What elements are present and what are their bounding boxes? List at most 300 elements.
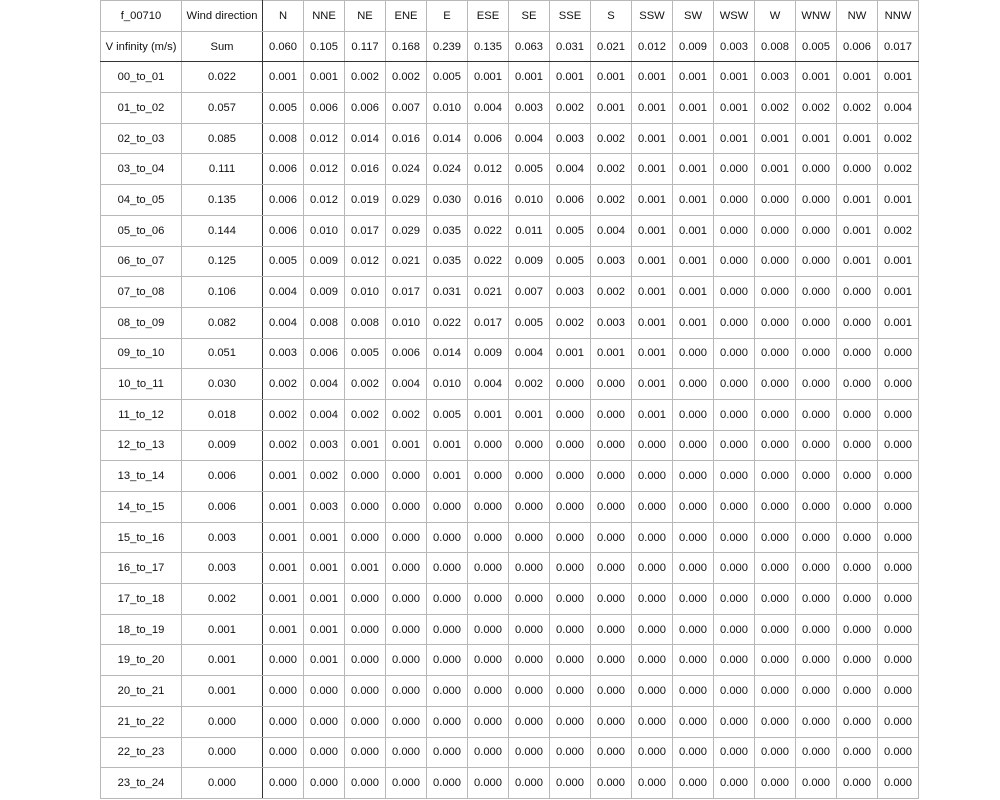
frequency-cell: 0.000 bbox=[878, 461, 919, 492]
frequency-cell: 0.001 bbox=[632, 62, 673, 93]
direction-sum: 0.009 bbox=[673, 31, 714, 62]
frequency-cell: 0.002 bbox=[509, 369, 550, 400]
frequency-cell: 0.001 bbox=[673, 215, 714, 246]
table-row bbox=[101, 737, 919, 768]
frequency-cell: 0.000 bbox=[591, 706, 632, 737]
frequency-cell: 0.001 bbox=[304, 614, 345, 645]
frequency-cell: 0.000 bbox=[591, 737, 632, 768]
table-row bbox=[101, 614, 919, 645]
frequency-cell: 0.001 bbox=[345, 553, 386, 584]
frequency-cell: 0.000 bbox=[837, 706, 878, 737]
frequency-cell: 0.000 bbox=[755, 737, 796, 768]
frequency-cell: 0.000 bbox=[755, 645, 796, 676]
speed-bin-sum: 0.106 bbox=[182, 277, 263, 308]
frequency-cell: 0.000 bbox=[550, 584, 591, 615]
frequency-cell: 0.001 bbox=[304, 522, 345, 553]
frequency-cell: 0.029 bbox=[386, 215, 427, 246]
table-row bbox=[101, 645, 919, 676]
speed-bin-sum: 0.003 bbox=[182, 522, 263, 553]
frequency-cell: 0.000 bbox=[714, 430, 755, 461]
frequency-cell: 0.000 bbox=[468, 522, 509, 553]
frequency-cell: 0.000 bbox=[345, 584, 386, 615]
frequency-cell: 0.000 bbox=[796, 154, 837, 185]
speed-bin-label: 05_to_06 bbox=[101, 215, 182, 246]
frequency-cell: 0.001 bbox=[632, 338, 673, 369]
frequency-cell: 0.000 bbox=[878, 645, 919, 676]
frequency-cell: 0.000 bbox=[796, 645, 837, 676]
frequency-cell: 0.005 bbox=[509, 307, 550, 338]
direction-header: NW bbox=[837, 1, 878, 32]
frequency-cell: 0.000 bbox=[714, 461, 755, 492]
frequency-cell: 0.000 bbox=[878, 522, 919, 553]
frequency-cell: 0.005 bbox=[263, 93, 304, 124]
direction-header: NNE bbox=[304, 1, 345, 32]
frequency-cell: 0.001 bbox=[632, 399, 673, 430]
frequency-cell: 0.000 bbox=[427, 676, 468, 707]
frequency-cell: 0.012 bbox=[304, 154, 345, 185]
frequency-cell: 0.000 bbox=[509, 768, 550, 799]
frequency-cell: 0.003 bbox=[755, 62, 796, 93]
frequency-cell: 0.003 bbox=[550, 277, 591, 308]
frequency-cell: 0.000 bbox=[837, 461, 878, 492]
frequency-cell: 0.001 bbox=[673, 246, 714, 277]
frequency-cell: 0.000 bbox=[878, 492, 919, 523]
frequency-cell: 0.000 bbox=[263, 676, 304, 707]
frequency-cell: 0.005 bbox=[509, 154, 550, 185]
frequency-cell: 0.000 bbox=[796, 492, 837, 523]
frequency-cell: 0.000 bbox=[837, 737, 878, 768]
frequency-cell: 0.000 bbox=[386, 768, 427, 799]
frequency-cell: 0.000 bbox=[878, 584, 919, 615]
frequency-cell: 0.029 bbox=[386, 185, 427, 216]
speed-bin-sum: 0.111 bbox=[182, 154, 263, 185]
speed-bin-sum: 0.022 bbox=[182, 62, 263, 93]
frequency-cell: 0.016 bbox=[345, 154, 386, 185]
frequency-cell: 0.006 bbox=[263, 215, 304, 246]
direction-header: NE bbox=[345, 1, 386, 32]
frequency-cell: 0.002 bbox=[837, 93, 878, 124]
frequency-cell: 0.001 bbox=[673, 185, 714, 216]
frequency-cell: 0.002 bbox=[345, 62, 386, 93]
direction-header: S bbox=[591, 1, 632, 32]
frequency-cell: 0.000 bbox=[509, 676, 550, 707]
frequency-cell: 0.000 bbox=[837, 307, 878, 338]
speed-bin-sum: 0.006 bbox=[182, 492, 263, 523]
frequency-cell: 0.001 bbox=[673, 123, 714, 154]
frequency-cell: 0.000 bbox=[878, 737, 919, 768]
frequency-cell: 0.010 bbox=[509, 185, 550, 216]
frequency-cell: 0.010 bbox=[304, 215, 345, 246]
frequency-cell: 0.000 bbox=[591, 645, 632, 676]
frequency-cell: 0.022 bbox=[427, 307, 468, 338]
frequency-cell: 0.000 bbox=[796, 768, 837, 799]
frequency-cell: 0.002 bbox=[386, 399, 427, 430]
frequency-cell: 0.000 bbox=[837, 553, 878, 584]
frequency-cell: 0.000 bbox=[468, 737, 509, 768]
frequency-cell: 0.000 bbox=[837, 492, 878, 523]
frequency-cell: 0.000 bbox=[673, 645, 714, 676]
frequency-cell: 0.000 bbox=[878, 676, 919, 707]
table-row bbox=[101, 676, 919, 707]
frequency-cell: 0.000 bbox=[550, 614, 591, 645]
frequency-cell: 0.001 bbox=[263, 584, 304, 615]
direction-header: SW bbox=[673, 1, 714, 32]
frequency-cell: 0.001 bbox=[878, 246, 919, 277]
frequency-cell: 0.000 bbox=[591, 399, 632, 430]
direction-header: ENE bbox=[386, 1, 427, 32]
frequency-cell: 0.012 bbox=[304, 185, 345, 216]
speed-bin-label: 03_to_04 bbox=[101, 154, 182, 185]
speed-bin-sum: 0.001 bbox=[182, 645, 263, 676]
frequency-cell: 0.000 bbox=[550, 430, 591, 461]
speed-bin-label: 14_to_15 bbox=[101, 492, 182, 523]
frequency-cell: 0.000 bbox=[386, 737, 427, 768]
frequency-cell: 0.014 bbox=[345, 123, 386, 154]
frequency-cell: 0.000 bbox=[591, 461, 632, 492]
speed-bin-sum: 0.000 bbox=[182, 737, 263, 768]
frequency-cell: 0.012 bbox=[304, 123, 345, 154]
speed-bin-label: 08_to_09 bbox=[101, 307, 182, 338]
frequency-cell: 0.006 bbox=[304, 93, 345, 124]
frequency-cell: 0.000 bbox=[304, 706, 345, 737]
frequency-cell: 0.000 bbox=[673, 399, 714, 430]
frequency-cell: 0.000 bbox=[632, 676, 673, 707]
frequency-cell: 0.000 bbox=[796, 737, 837, 768]
frequency-cell: 0.001 bbox=[837, 62, 878, 93]
frequency-cell: 0.000 bbox=[345, 461, 386, 492]
frequency-cell: 0.000 bbox=[427, 645, 468, 676]
frequency-cell: 0.000 bbox=[386, 522, 427, 553]
frequency-cell: 0.030 bbox=[427, 185, 468, 216]
frequency-cell: 0.001 bbox=[796, 62, 837, 93]
frequency-cell: 0.000 bbox=[386, 614, 427, 645]
frequency-cell: 0.000 bbox=[714, 338, 755, 369]
frequency-cell: 0.004 bbox=[386, 369, 427, 400]
frequency-cell: 0.000 bbox=[345, 706, 386, 737]
frequency-cell: 0.006 bbox=[345, 93, 386, 124]
frequency-cell: 0.017 bbox=[345, 215, 386, 246]
table-row bbox=[101, 277, 919, 308]
frequency-cell: 0.002 bbox=[755, 93, 796, 124]
frequency-cell: 0.006 bbox=[304, 338, 345, 369]
speed-bin-sum: 0.144 bbox=[182, 215, 263, 246]
frequency-cell: 0.001 bbox=[550, 62, 591, 93]
frequency-cell: 0.000 bbox=[837, 676, 878, 707]
frequency-cell: 0.000 bbox=[263, 706, 304, 737]
direction-header: WSW bbox=[714, 1, 755, 32]
frequency-cell: 0.001 bbox=[263, 62, 304, 93]
frequency-cell: 0.000 bbox=[509, 430, 550, 461]
frequency-cell: 0.002 bbox=[263, 430, 304, 461]
frequency-cell: 0.001 bbox=[673, 93, 714, 124]
table-row bbox=[101, 154, 919, 185]
frequency-cell: 0.001 bbox=[263, 614, 304, 645]
frequency-cell: 0.000 bbox=[509, 737, 550, 768]
frequency-cell: 0.000 bbox=[550, 706, 591, 737]
frequency-cell: 0.000 bbox=[837, 584, 878, 615]
frequency-cell: 0.000 bbox=[632, 492, 673, 523]
frequency-cell: 0.000 bbox=[755, 185, 796, 216]
frequency-cell: 0.000 bbox=[591, 614, 632, 645]
frequency-cell: 0.006 bbox=[468, 123, 509, 154]
frequency-cell: 0.001 bbox=[263, 522, 304, 553]
frequency-cell: 0.002 bbox=[796, 93, 837, 124]
frequency-cell: 0.011 bbox=[509, 215, 550, 246]
frequency-cell: 0.000 bbox=[468, 676, 509, 707]
speed-bin-label: 11_to_12 bbox=[101, 399, 182, 430]
frequency-cell: 0.012 bbox=[345, 246, 386, 277]
frequency-cell: 0.001 bbox=[468, 62, 509, 93]
speed-bin-sum: 0.125 bbox=[182, 246, 263, 277]
frequency-cell: 0.000 bbox=[714, 522, 755, 553]
frequency-cell: 0.000 bbox=[796, 215, 837, 246]
frequency-cell: 0.000 bbox=[468, 461, 509, 492]
frequency-cell: 0.001 bbox=[550, 338, 591, 369]
table-row bbox=[101, 492, 919, 523]
frequency-cell: 0.004 bbox=[468, 369, 509, 400]
frequency-cell: 0.005 bbox=[263, 246, 304, 277]
frequency-cell: 0.000 bbox=[345, 614, 386, 645]
frequency-cell: 0.000 bbox=[509, 522, 550, 553]
speed-bin-label: 17_to_18 bbox=[101, 584, 182, 615]
frequency-cell: 0.001 bbox=[632, 369, 673, 400]
frequency-cell: 0.006 bbox=[263, 185, 304, 216]
direction-sum: 0.008 bbox=[755, 31, 796, 62]
frequency-cell: 0.000 bbox=[427, 614, 468, 645]
frequency-cell: 0.000 bbox=[714, 154, 755, 185]
speed-bin-label: 18_to_19 bbox=[101, 614, 182, 645]
direction-label-cell: Wind direction bbox=[182, 1, 263, 32]
frequency-cell: 0.000 bbox=[550, 369, 591, 400]
frequency-cell: 0.000 bbox=[714, 277, 755, 308]
frequency-cell: 0.001 bbox=[837, 246, 878, 277]
frequency-cell: 0.001 bbox=[796, 123, 837, 154]
frequency-cell: 0.000 bbox=[509, 614, 550, 645]
frequency-cell: 0.000 bbox=[714, 584, 755, 615]
frequency-cell: 0.000 bbox=[714, 614, 755, 645]
frequency-cell: 0.003 bbox=[304, 430, 345, 461]
frequency-cell: 0.000 bbox=[673, 553, 714, 584]
frequency-cell: 0.000 bbox=[755, 522, 796, 553]
frequency-cell: 0.000 bbox=[550, 461, 591, 492]
frequency-cell: 0.000 bbox=[714, 645, 755, 676]
table-row bbox=[101, 123, 919, 154]
frequency-cell: 0.000 bbox=[837, 614, 878, 645]
frequency-cell: 0.000 bbox=[509, 645, 550, 676]
frequency-cell: 0.000 bbox=[755, 430, 796, 461]
frequency-cell: 0.002 bbox=[591, 123, 632, 154]
frequency-cell: 0.000 bbox=[878, 399, 919, 430]
frequency-cell: 0.000 bbox=[591, 584, 632, 615]
frequency-cell: 0.000 bbox=[591, 369, 632, 400]
frequency-cell: 0.000 bbox=[755, 277, 796, 308]
frequency-cell: 0.002 bbox=[878, 123, 919, 154]
frequency-cell: 0.000 bbox=[509, 584, 550, 615]
frequency-cell: 0.006 bbox=[550, 185, 591, 216]
frequency-cell: 0.008 bbox=[345, 307, 386, 338]
frequency-cell: 0.000 bbox=[263, 645, 304, 676]
frequency-cell: 0.000 bbox=[427, 584, 468, 615]
frequency-cell: 0.000 bbox=[755, 706, 796, 737]
frequency-cell: 0.010 bbox=[345, 277, 386, 308]
frequency-cell: 0.002 bbox=[878, 154, 919, 185]
frequency-cell: 0.000 bbox=[591, 492, 632, 523]
frequency-cell: 0.000 bbox=[632, 553, 673, 584]
frequency-cell: 0.000 bbox=[468, 430, 509, 461]
frequency-cell: 0.001 bbox=[427, 430, 468, 461]
frequency-cell: 0.009 bbox=[304, 277, 345, 308]
frequency-cell: 0.004 bbox=[263, 307, 304, 338]
frequency-cell: 0.000 bbox=[304, 768, 345, 799]
frequency-cell: 0.002 bbox=[550, 93, 591, 124]
frequency-cell: 0.005 bbox=[345, 338, 386, 369]
wind-frequency-table-container bbox=[100, 0, 912, 800]
table-row bbox=[101, 338, 919, 369]
direction-header: W bbox=[755, 1, 796, 32]
frequency-cell: 0.019 bbox=[345, 185, 386, 216]
frequency-cell: 0.000 bbox=[632, 584, 673, 615]
speed-bin-label: 10_to_11 bbox=[101, 369, 182, 400]
frequency-cell: 0.008 bbox=[263, 123, 304, 154]
frequency-cell: 0.001 bbox=[304, 553, 345, 584]
frequency-cell: 0.002 bbox=[878, 215, 919, 246]
frequency-cell: 0.000 bbox=[796, 614, 837, 645]
speed-bin-label: 13_to_14 bbox=[101, 461, 182, 492]
table-body bbox=[101, 1, 919, 799]
speed-bin-sum: 0.082 bbox=[182, 307, 263, 338]
frequency-cell: 0.003 bbox=[550, 123, 591, 154]
frequency-cell: 0.000 bbox=[468, 706, 509, 737]
table-row bbox=[101, 62, 919, 93]
frequency-cell: 0.001 bbox=[509, 399, 550, 430]
frequency-cell: 0.000 bbox=[468, 584, 509, 615]
frequency-cell: 0.000 bbox=[714, 399, 755, 430]
direction-header: WNW bbox=[796, 1, 837, 32]
frequency-cell: 0.004 bbox=[509, 123, 550, 154]
frequency-cell: 0.000 bbox=[714, 369, 755, 400]
frequency-cell: 0.000 bbox=[755, 338, 796, 369]
frequency-cell: 0.000 bbox=[673, 737, 714, 768]
frequency-cell: 0.005 bbox=[550, 215, 591, 246]
frequency-cell: 0.000 bbox=[632, 461, 673, 492]
frequency-cell: 0.000 bbox=[427, 737, 468, 768]
frequency-cell: 0.001 bbox=[878, 307, 919, 338]
direction-header: SE bbox=[509, 1, 550, 32]
frequency-cell: 0.000 bbox=[263, 768, 304, 799]
frequency-cell: 0.001 bbox=[386, 430, 427, 461]
frequency-cell: 0.000 bbox=[755, 676, 796, 707]
frequency-cell: 0.000 bbox=[714, 307, 755, 338]
frequency-cell: 0.001 bbox=[591, 93, 632, 124]
table-row bbox=[101, 553, 919, 584]
frequency-cell: 0.001 bbox=[837, 123, 878, 154]
direction-sum: 0.168 bbox=[386, 31, 427, 62]
frequency-cell: 0.000 bbox=[427, 553, 468, 584]
direction-header: NNW bbox=[878, 1, 919, 32]
table-row bbox=[101, 307, 919, 338]
table-row bbox=[101, 215, 919, 246]
frequency-cell: 0.005 bbox=[550, 246, 591, 277]
direction-sum: 0.135 bbox=[468, 31, 509, 62]
table-row bbox=[101, 399, 919, 430]
direction-header: SSE bbox=[550, 1, 591, 32]
frequency-cell: 0.021 bbox=[386, 246, 427, 277]
frequency-cell: 0.000 bbox=[714, 768, 755, 799]
header-row-directions bbox=[101, 1, 919, 32]
speed-bin-label: 07_to_08 bbox=[101, 277, 182, 308]
frequency-cell: 0.000 bbox=[878, 369, 919, 400]
frequency-cell: 0.001 bbox=[632, 307, 673, 338]
frequency-cell: 0.001 bbox=[673, 62, 714, 93]
direction-sum: 0.021 bbox=[591, 31, 632, 62]
frequency-cell: 0.000 bbox=[591, 768, 632, 799]
frequency-cell: 0.001 bbox=[878, 185, 919, 216]
speed-bin-label: 12_to_13 bbox=[101, 430, 182, 461]
frequency-cell: 0.000 bbox=[345, 645, 386, 676]
frequency-cell: 0.001 bbox=[591, 62, 632, 93]
frequency-cell: 0.000 bbox=[796, 307, 837, 338]
frequency-cell: 0.003 bbox=[591, 307, 632, 338]
frequency-cell: 0.000 bbox=[714, 492, 755, 523]
direction-header: ESE bbox=[468, 1, 509, 32]
frequency-cell: 0.001 bbox=[632, 277, 673, 308]
speed-label-cell: V infinity (m/s) bbox=[101, 31, 182, 62]
table-row bbox=[101, 369, 919, 400]
frequency-cell: 0.001 bbox=[427, 461, 468, 492]
frequency-cell: 0.009 bbox=[468, 338, 509, 369]
frequency-cell: 0.010 bbox=[386, 307, 427, 338]
frequency-cell: 0.014 bbox=[427, 123, 468, 154]
frequency-cell: 0.000 bbox=[755, 399, 796, 430]
frequency-cell: 0.031 bbox=[427, 277, 468, 308]
frequency-cell: 0.000 bbox=[550, 492, 591, 523]
speed-bin-sum: 0.030 bbox=[182, 369, 263, 400]
frequency-cell: 0.010 bbox=[427, 369, 468, 400]
frequency-cell: 0.000 bbox=[755, 768, 796, 799]
frequency-cell: 0.000 bbox=[591, 522, 632, 553]
frequency-cell: 0.000 bbox=[796, 369, 837, 400]
frequency-cell: 0.001 bbox=[837, 215, 878, 246]
direction-sum: 0.239 bbox=[427, 31, 468, 62]
speed-bin-sum: 0.001 bbox=[182, 614, 263, 645]
frequency-cell: 0.000 bbox=[632, 645, 673, 676]
speed-bin-sum: 0.003 bbox=[182, 553, 263, 584]
frequency-cell: 0.014 bbox=[427, 338, 468, 369]
table-row bbox=[101, 93, 919, 124]
direction-sum: 0.117 bbox=[345, 31, 386, 62]
frequency-cell: 0.000 bbox=[632, 706, 673, 737]
direction-header: SSW bbox=[632, 1, 673, 32]
frequency-cell: 0.000 bbox=[796, 430, 837, 461]
frequency-cell: 0.001 bbox=[632, 246, 673, 277]
speed-bin-sum: 0.000 bbox=[182, 706, 263, 737]
table-row bbox=[101, 461, 919, 492]
frequency-cell: 0.035 bbox=[427, 246, 468, 277]
direction-header: E bbox=[427, 1, 468, 32]
frequency-cell: 0.002 bbox=[591, 154, 632, 185]
frequency-cell: 0.000 bbox=[837, 645, 878, 676]
frequency-cell: 0.000 bbox=[796, 706, 837, 737]
speed-bin-sum: 0.135 bbox=[182, 185, 263, 216]
frequency-cell: 0.001 bbox=[673, 154, 714, 185]
frequency-cell: 0.000 bbox=[345, 737, 386, 768]
frequency-cell: 0.000 bbox=[632, 768, 673, 799]
frequency-cell: 0.016 bbox=[468, 185, 509, 216]
frequency-cell: 0.000 bbox=[345, 768, 386, 799]
table-row bbox=[101, 768, 919, 799]
frequency-cell: 0.000 bbox=[837, 369, 878, 400]
frequency-cell: 0.000 bbox=[427, 492, 468, 523]
